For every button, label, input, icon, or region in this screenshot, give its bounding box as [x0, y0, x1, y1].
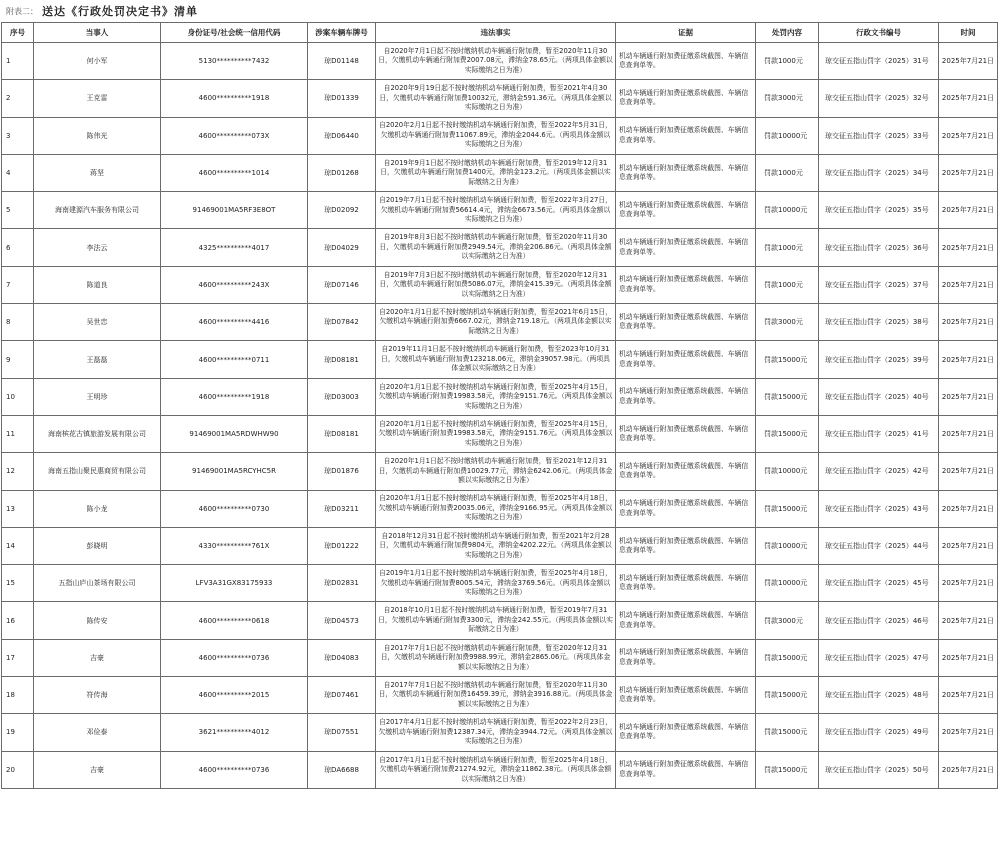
row-number: 8: [2, 304, 34, 341]
table-row: [2, 565, 998, 602]
penalty: 罚款15000元: [756, 714, 819, 751]
id-number: 5130**********7432: [161, 43, 308, 80]
document-number: 琼交征五指山罚字（2025）39号: [819, 341, 939, 378]
violation-fact: 自2020年1月1日起不按时缴纳机动车辆通行附加费，暂至2021年12月31日，欠缴机动车辆通行附加费10029.77元，滞纳金6242.06元。（两项具体金额以实际缴纳之日为准）: [376, 453, 616, 490]
plate-number: 琼D01148: [308, 43, 376, 80]
document-number: 琼交征五指山罚字（2025）46号: [819, 602, 939, 639]
party-name: 李法云: [34, 229, 161, 266]
date: 2025年7月21日: [939, 229, 998, 266]
date: 2025年7月21日: [939, 677, 998, 714]
plate-number: 琼D08181: [308, 341, 376, 378]
penalty: 罚款10000元: [756, 117, 819, 154]
header-date: 时间: [939, 23, 998, 43]
date: 2025年7月21日: [939, 266, 998, 303]
document-number: 琼交征五指山罚字（2025）41号: [819, 415, 939, 452]
table-row: [2, 751, 998, 788]
header-id: 身份证号/社会统一信用代码: [161, 23, 308, 43]
table-row: [2, 639, 998, 676]
evidence: 机动车辆通行附加费征缴系统截图、车辆信息查询单等。: [616, 751, 756, 788]
plate-number: 琼DA6688: [308, 751, 376, 788]
id-number: 4600**********0736: [161, 639, 308, 676]
row-number: 20: [2, 751, 34, 788]
evidence: 机动车辆通行附加费征缴系统截图、车辆信息查询单等。: [616, 192, 756, 229]
plate-number: 琼D04573: [308, 602, 376, 639]
row-number: 17: [2, 639, 34, 676]
table-row: [2, 378, 998, 415]
evidence: 机动车辆通行附加费征缴系统截图、车辆信息查询单等。: [616, 229, 756, 266]
penalty: 罚款1000元: [756, 266, 819, 303]
date: 2025年7月21日: [939, 602, 998, 639]
plate-number: 琼D07551: [308, 714, 376, 751]
document-number: 琼交征五指山罚字（2025）45号: [819, 565, 939, 602]
table-header-row: [2, 23, 998, 43]
penalty: 罚款15000元: [756, 415, 819, 452]
document-number: 琼交征五指山罚字（2025）49号: [819, 714, 939, 751]
plate-number: 琼D01876: [308, 453, 376, 490]
row-number: 13: [2, 490, 34, 527]
table-row: [2, 43, 998, 80]
plate-number: 琼D03211: [308, 490, 376, 527]
row-number: 7: [2, 266, 34, 303]
table-row: [2, 677, 998, 714]
violation-fact: 自2019年9月1日起不按时缴纳机动车辆通行附加费，暂至2019年12月31日，欠缴机动车辆通行附加费1400元，滞纳金123.2元。（两项具体金额以实际缴纳之日为准）: [376, 154, 616, 191]
plate-number: 琼D04083: [308, 639, 376, 676]
violation-fact: 自2019年7月3日起不按时缴纳机动车辆通行附加费，暂至2020年12月31日，欠缴机动车辆通行附加费5086.07元，滞纳金415.39元。（两项具体金额以实际缴纳之日为准）: [376, 266, 616, 303]
penalty: 罚款15000元: [756, 751, 819, 788]
party-name: 何小军: [34, 43, 161, 80]
penalty: 罚款10000元: [756, 527, 819, 564]
table-row: [2, 80, 998, 117]
table-row: [2, 602, 998, 639]
plate-number: 琼D01222: [308, 527, 376, 564]
table-row: [2, 229, 998, 266]
evidence: 机动车辆通行附加费征缴系统截图、车辆信息查询单等。: [616, 527, 756, 564]
row-number: 6: [2, 229, 34, 266]
party-name: 符传海: [34, 677, 161, 714]
date: 2025年7月21日: [939, 527, 998, 564]
date: 2025年7月21日: [939, 43, 998, 80]
penalty: 罚款15000元: [756, 378, 819, 415]
row-number: 15: [2, 565, 34, 602]
table-row: [2, 453, 998, 490]
evidence: 机动车辆通行附加费征缴系统截图、车辆信息查询单等。: [616, 117, 756, 154]
plate-number: 琼D04029: [308, 229, 376, 266]
penalty: 罚款15000元: [756, 639, 819, 676]
penalty: 罚款1000元: [756, 229, 819, 266]
row-number: 2: [2, 80, 34, 117]
plate-number: 琼D01339: [308, 80, 376, 117]
party-name: 海南槟花古镇旅游发展有限公司: [34, 415, 161, 452]
plate-number: 琼D07461: [308, 677, 376, 714]
document-number: 琼交征五指山罚字（2025）43号: [819, 490, 939, 527]
row-number: 16: [2, 602, 34, 639]
document-number: 琼交征五指山罚字（2025）35号: [819, 192, 939, 229]
penalty: 罚款15000元: [756, 341, 819, 378]
header-party: 当事人: [34, 23, 161, 43]
violation-fact: 自2020年1月1日起不按时缴纳机动车辆通行附加费，暂至2025年4月18日，欠缴机动车辆通行附加费20035.06元，滞纳金9166.95元。（两项具体金额以实际缴纳之日为准）: [376, 490, 616, 527]
document-number: 琼交征五指山罚字（2025）50号: [819, 751, 939, 788]
violation-fact: 自2019年7月1日起不按时缴纳机动车辆通行附加费，暂至2022年3月27日，欠缴机动车辆通行附加费56614.4元，滞纳金6673.56元。（两项具体金额以实际缴纳之日为准）: [376, 192, 616, 229]
id-number: 4325**********4017: [161, 229, 308, 266]
violation-fact: 自2020年1月1日起不按时缴纳机动车辆通行附加费，暂至2025年4月15日，欠缴机动车辆通行附加费19983.58元，滞纳金9151.76元。（两项具体金额以实际缴纳之日为准）: [376, 415, 616, 452]
id-number: LFV3A31GX83175933: [161, 565, 308, 602]
date: 2025年7月21日: [939, 565, 998, 602]
table-row: [2, 415, 998, 452]
violation-fact: 自2018年12月31日起不按时缴纳机动车辆通行附加费，暂至2021年2月28日，欠缴机动车辆通行附加费9804元，滞纳金4202.22元。（两项具体金额以实际缴纳之日为准）: [376, 527, 616, 564]
plate-number: 琼D07146: [308, 266, 376, 303]
table-row: [2, 266, 998, 303]
row-number: 12: [2, 453, 34, 490]
penalty: 罚款10000元: [756, 565, 819, 602]
evidence: 机动车辆通行附加费征缴系统截图、车辆信息查询单等。: [616, 490, 756, 527]
id-number: 4600**********073X: [161, 117, 308, 154]
id-number: 4600**********243X: [161, 266, 308, 303]
plate-number: 琼D02092: [308, 192, 376, 229]
evidence: 机动车辆通行附加费征缴系统截图、车辆信息查询单等。: [616, 639, 756, 676]
header-plate: 涉案车辆车牌号: [308, 23, 376, 43]
violation-fact: 自2020年7月1日起不按时缴纳机动车辆通行附加费，暂至2020年11月30日，欠缴机动车辆通行附加费2007.08元，滞纳金78.65元。（两项具体金额以实际缴纳之日为准）: [376, 43, 616, 80]
document-number: 琼交征五指山罚字（2025）48号: [819, 677, 939, 714]
evidence: 机动车辆通行附加费征缴系统截图、车辆信息查询单等。: [616, 453, 756, 490]
table-row: [2, 154, 998, 191]
title-main: 送达《行政处罚决定书》清单: [42, 5, 198, 18]
document-number: 琼交征五指山罚字（2025）37号: [819, 266, 939, 303]
penalty: 罚款1000元: [756, 43, 819, 80]
plate-number: 琼D06440: [308, 117, 376, 154]
document-number: 琼交征五指山罚字（2025）42号: [819, 453, 939, 490]
date: 2025年7月21日: [939, 154, 998, 191]
evidence: 机动车辆通行附加费征缴系统截图、车辆信息查询单等。: [616, 266, 756, 303]
id-number: 4600**********2015: [161, 677, 308, 714]
plate-number: 琼D01268: [308, 154, 376, 191]
document-number: 琼交征五指山罚字（2025）33号: [819, 117, 939, 154]
header-penalty: 处罚内容: [756, 23, 819, 43]
id-number: 4330**********761X: [161, 527, 308, 564]
id-number: 4600**********1014: [161, 154, 308, 191]
table-row: [2, 192, 998, 229]
penalty: 罚款3000元: [756, 602, 819, 639]
title-prefix: 附表二：: [6, 6, 38, 16]
violation-fact: 自2019年1月1日起不按时缴纳机动车辆通行附加费，暂至2025年4月18日，欠缴机动车辆通行附加费8005.54元，滞纳金3769.56元。（两项具体金额以实际缴纳之日为准）: [376, 565, 616, 602]
row-number: 10: [2, 378, 34, 415]
evidence: 机动车辆通行附加费征缴系统截图、车辆信息查询单等。: [616, 378, 756, 415]
violation-fact: 自2019年8月3日起不按时缴纳机动车辆通行附加费，暂至2020年11月30日，欠缴机动车辆通行附加费2949.54元，滞纳金206.86元。（两项具体金额以实际缴纳之日为准）: [376, 229, 616, 266]
id-number: 91469001MA5RDWHW90: [161, 415, 308, 452]
id-number: 4600**********0618: [161, 602, 308, 639]
penalty: 罚款1000元: [756, 154, 819, 191]
plate-number: 琼D02831: [308, 565, 376, 602]
penalty: 罚款3000元: [756, 80, 819, 117]
party-name: 吉豪: [34, 639, 161, 676]
evidence: 机动车辆通行附加费征缴系统截图、车辆信息查询单等。: [616, 341, 756, 378]
date: 2025年7月21日: [939, 415, 998, 452]
date: 2025年7月21日: [939, 714, 998, 751]
party-name: 王克雷: [34, 80, 161, 117]
party-name: 王明珍: [34, 378, 161, 415]
row-number: 4: [2, 154, 34, 191]
row-number: 3: [2, 117, 34, 154]
party-name: 邓俭泰: [34, 714, 161, 751]
violation-fact: 自2017年7月1日起不按时缴纳机动车辆通行附加费，暂至2020年11月30日，欠缴机动车辆通行附加费16459.39元，滞纳金3916.88元。（两项具体金额以实际缴纳之日为准）: [376, 677, 616, 714]
penalty: 罚款15000元: [756, 677, 819, 714]
penalty: 罚款10000元: [756, 453, 819, 490]
date: 2025年7月21日: [939, 192, 998, 229]
document-number: 琼交征五指山罚字（2025）38号: [819, 304, 939, 341]
evidence: 机动车辆通行附加费征缴系统截图、车辆信息查询单等。: [616, 43, 756, 80]
party-name: 蒋坚: [34, 154, 161, 191]
row-number: 14: [2, 527, 34, 564]
plate-number: 琼D08181: [308, 415, 376, 452]
row-number: 5: [2, 192, 34, 229]
party-name: 陈伟光: [34, 117, 161, 154]
row-number: 18: [2, 677, 34, 714]
penalty: 罚款15000元: [756, 490, 819, 527]
header-evidence: 证据: [616, 23, 756, 43]
violation-fact: 自2020年2月1日起不按时缴纳机动车辆通行附加费，暂至2022年5月31日，欠缴机动车辆通行附加费11067.89元，滞纳金2044.6元。（两项具体金额以实际缴纳之日为准）: [376, 117, 616, 154]
document-number: 琼交征五指山罚字（2025）34号: [819, 154, 939, 191]
evidence: 机动车辆通行附加费征缴系统截图、车辆信息查询单等。: [616, 565, 756, 602]
evidence: 机动车辆通行附加费征缴系统截图、车辆信息查询单等。: [616, 304, 756, 341]
document-number: 琼交征五指山罚字（2025）31号: [819, 43, 939, 80]
id-number: 4600**********0730: [161, 490, 308, 527]
id-number: 91469001MA5RF3E8OT: [161, 192, 308, 229]
party-name: 陈传安: [34, 602, 161, 639]
table-row: [2, 490, 998, 527]
violation-fact: 自2017年1月1日起不按时缴纳机动车辆通行附加费，暂至2025年4月18日，欠缴机动车辆通行附加费21274.92元，滞纳金11862.38元。（两项具体金额以实际缴纳之日为准）: [376, 751, 616, 788]
id-number: 4600**********1918: [161, 80, 308, 117]
penalty: 罚款10000元: [756, 192, 819, 229]
party-name: 吉豪: [34, 751, 161, 788]
id-number: 3621**********4012: [161, 714, 308, 751]
violation-fact: 自2019年11月1日起不按时缴纳机动车辆通行附加费，暂至2023年10月31日，欠缴机动车辆通行附加费123218.06元，滞纳金39057.98元。（两项具体金额以实际缴纳之日为准）: [376, 341, 616, 378]
violation-fact: 自2020年1月1日起不按时缴纳机动车辆通行附加费，暂至2021年6月15日，欠缴机动车辆通行附加费6667.02元，滞纳金719.18元。（两项具体金额以实际缴纳之日为准）: [376, 304, 616, 341]
row-number: 11: [2, 415, 34, 452]
date: 2025年7月21日: [939, 117, 998, 154]
plate-number: 琼D03003: [308, 378, 376, 415]
party-name: 王磊磊: [34, 341, 161, 378]
violation-fact: 自2018年10月1日起不按时缴纳机动车辆通行附加费，暂至2019年7月31日，欠缴机动车辆通行附加费3300元，滞纳金242.55元。（两项具体金额以实际缴纳之日为准）: [376, 602, 616, 639]
evidence: 机动车辆通行附加费征缴系统截图、车辆信息查询单等。: [616, 714, 756, 751]
document-number: 琼交征五指山罚字（2025）44号: [819, 527, 939, 564]
violation-fact: 自2017年7月1日起不按时缴纳机动车辆通行附加费，暂至2020年12月31日，欠缴机动车辆通行附加费9988.99元，滞纳金2865.06元。（两项具体金额以实际缴纳之日为准）: [376, 639, 616, 676]
id-number: 4600**********0736: [161, 751, 308, 788]
evidence: 机动车辆通行附加费征缴系统截图、车辆信息查询单等。: [616, 677, 756, 714]
row-number: 19: [2, 714, 34, 751]
plate-number: 琼D07842: [308, 304, 376, 341]
date: 2025年7月21日: [939, 751, 998, 788]
evidence: 机动车辆通行附加费征缴系统截图、车辆信息查询单等。: [616, 602, 756, 639]
row-number: 9: [2, 341, 34, 378]
date: 2025年7月21日: [939, 304, 998, 341]
table-row: [2, 527, 998, 564]
date: 2025年7月21日: [939, 378, 998, 415]
violation-fact: 自2017年4月1日起不按时缴纳机动车辆通行附加费，暂至2022年2月23日，欠缴机动车辆通行附加费12387.34元，滞纳金3944.72元。（两项具体金额以实际缴纳之日为准）: [376, 714, 616, 751]
date: 2025年7月21日: [939, 453, 998, 490]
party-name: 海南建源汽车服务有限公司: [34, 192, 161, 229]
evidence: 机动车辆通行附加费征缴系统截图、车辆信息查询单等。: [616, 415, 756, 452]
violation-fact: 自2020年9月19日起不按时缴纳机动车辆通行附加费，暂至2021年4月30日，欠缴机动车辆通行附加费10032元，滞纳金591.36元。（两项具体金额以实际缴纳之日为准）: [376, 80, 616, 117]
header-fact: 违法事实: [376, 23, 616, 43]
date: 2025年7月21日: [939, 341, 998, 378]
party-name: 五指山庐山茶场有限公司: [34, 565, 161, 602]
party-name: 彭晓明: [34, 527, 161, 564]
table-row: [2, 714, 998, 751]
document-title: [0, 0, 999, 22]
date: 2025年7月21日: [939, 490, 998, 527]
table-row: [2, 341, 998, 378]
party-name: 海南五指山聚民惠商贸有限公司: [34, 453, 161, 490]
violation-fact: 自2020年1月1日起不按时缴纳机动车辆通行附加费，暂至2025年4月15日，欠缴机动车辆通行附加费19983.58元，滞纳金9151.76元。（两项具体金额以实际缴纳之日为准）: [376, 378, 616, 415]
id-number: 4600**********1918: [161, 378, 308, 415]
evidence: 机动车辆通行附加费征缴系统截图、车辆信息查询单等。: [616, 80, 756, 117]
row-number: 1: [2, 43, 34, 80]
table-row: [2, 304, 998, 341]
document-number: 琼交征五指山罚字（2025）32号: [819, 80, 939, 117]
party-name: 陈道良: [34, 266, 161, 303]
header-no: 序号: [2, 23, 34, 43]
party-name: 陈小龙: [34, 490, 161, 527]
document-number: 琼交征五指山罚字（2025）36号: [819, 229, 939, 266]
penalty: 罚款3000元: [756, 304, 819, 341]
table-row: [2, 117, 998, 154]
penalty-list-table: [1, 22, 998, 789]
evidence: 机动车辆通行附加费征缴系统截图、车辆信息查询单等。: [616, 154, 756, 191]
id-number: 4600**********4416: [161, 304, 308, 341]
id-number: 4600**********0711: [161, 341, 308, 378]
document-number: 琼交征五指山罚字（2025）40号: [819, 378, 939, 415]
party-name: 吴世忠: [34, 304, 161, 341]
date: 2025年7月21日: [939, 639, 998, 676]
document-number: 琼交征五指山罚字（2025）47号: [819, 639, 939, 676]
id-number: 91469001MA5RCYHC5R: [161, 453, 308, 490]
date: 2025年7月21日: [939, 80, 998, 117]
header-doc: 行政文书编号: [819, 23, 939, 43]
